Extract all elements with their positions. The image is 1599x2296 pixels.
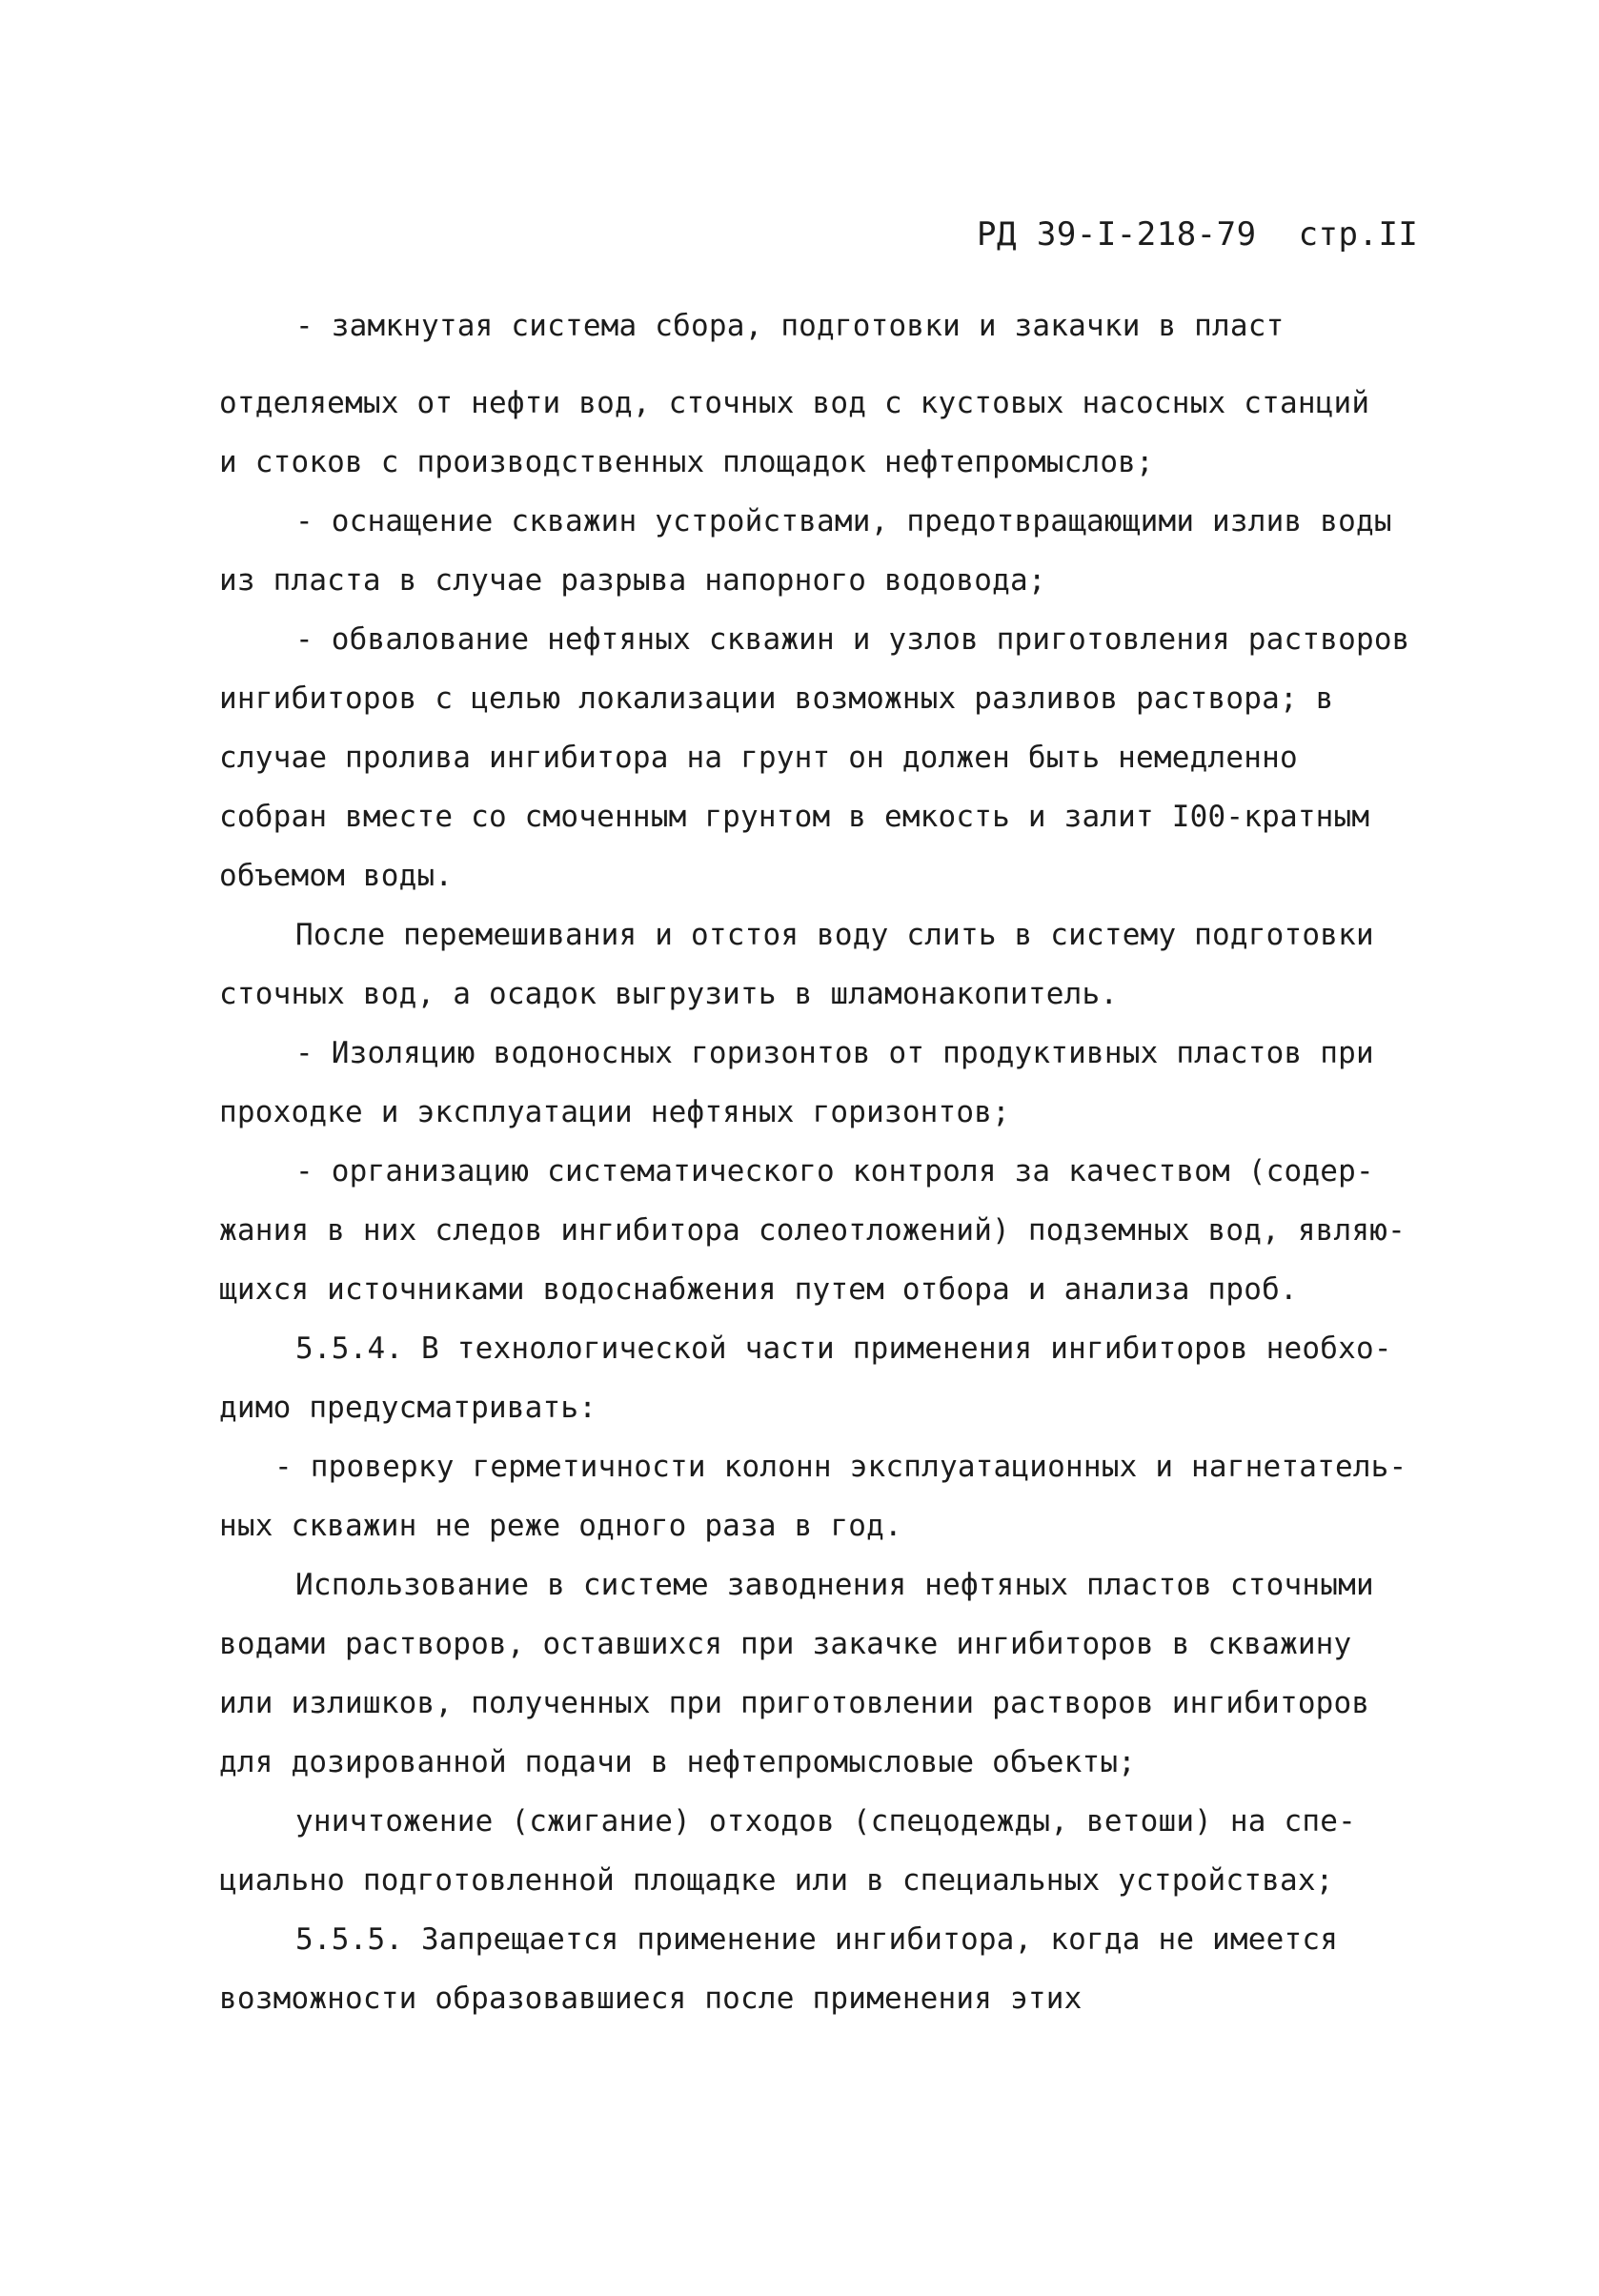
text-line: димо предусматривать:: [219, 1391, 597, 1425]
text-line: из пласта в случае разрыва напорного водовода;: [219, 563, 1046, 598]
text-line: собран вместе со смоченным грунтом в емкость и залит І00-кратным: [219, 800, 1370, 834]
text-line: водами растворов, оставшихся при закачке ингибиторов в скважину: [219, 1627, 1352, 1661]
text-line: возможности образовавшиеся после применения этих: [219, 1981, 1083, 2016]
text-line: ных скважин не реже одного раза в год.: [219, 1509, 902, 1543]
page-number: стр.II: [1298, 215, 1419, 254]
text-line: - проверку герметичности колонн эксплуатационных и нагнетатель-: [274, 1450, 1407, 1484]
document-code: РД 39-І-218-79: [977, 215, 1257, 254]
text-line: - Изоляцию водоносных горизонтов от продуктивных пластов при: [295, 1036, 1374, 1070]
text-line: ингибиторов с целью локализации возможных разливов раствора; в: [219, 681, 1334, 716]
text-line: объемом воды.: [219, 859, 454, 893]
text-line: 5.5.5. Запрещается применение ингибитора, когда не имеется: [295, 1922, 1339, 1957]
text-line: сточных вод, а осадок выгрузить в шламонакопитель.: [219, 977, 1119, 1011]
text-line: и стоков с производственных площадок нефтепромыслов;: [219, 445, 1154, 479]
text-line: уничтожение (сжигание) отходов (спецодежды, ветоши) на спе-: [295, 1804, 1356, 1839]
text-line: - замкнутая система сбора, подготовки и закачки в пласт: [295, 309, 1285, 343]
text-line: жания в них следов ингибитора солеотложений) подземных вод, являю-: [219, 1213, 1406, 1248]
text-line: - оснащение скважин устройствами, предотвращающими излив воды: [295, 504, 1392, 538]
text-line: для дозированной подачи в нефтепромысловые объекты;: [219, 1745, 1137, 1779]
text-line: щихся источниками водоснабжения путем отбора и анализа проб.: [219, 1272, 1298, 1307]
text-line: отделяемых от нефти вод, сточных вод с кустовых насосных станций: [219, 386, 1370, 420]
text-line: После перемешивания и отстоя воду слить в систему подготовки: [295, 918, 1374, 952]
text-line: - организацию систематического контроля за качеством (содер-: [295, 1154, 1374, 1189]
text-line: - обвалование нефтяных скважин и узлов приготовления растворов: [295, 622, 1410, 657]
text-line: циально подготовленной площадке или в специальных устройствах;: [219, 1863, 1334, 1898]
text-line: проходке и эксплуатации нефтяных горизонтов;: [219, 1095, 1010, 1129]
text-line: или излишков, полученных при приготовлении растворов ингибиторов: [219, 1686, 1370, 1720]
page-header: [977, 215, 1418, 254]
text-line: Использование в системе заводнения нефтяных пластов сточными: [295, 1568, 1374, 1602]
text-line: случае пролива ингибитора на грунт он должен быть немедленно: [219, 741, 1298, 775]
text-line: 5.5.4. В технологической части применения ингибиторов необхо-: [295, 1331, 1392, 1366]
